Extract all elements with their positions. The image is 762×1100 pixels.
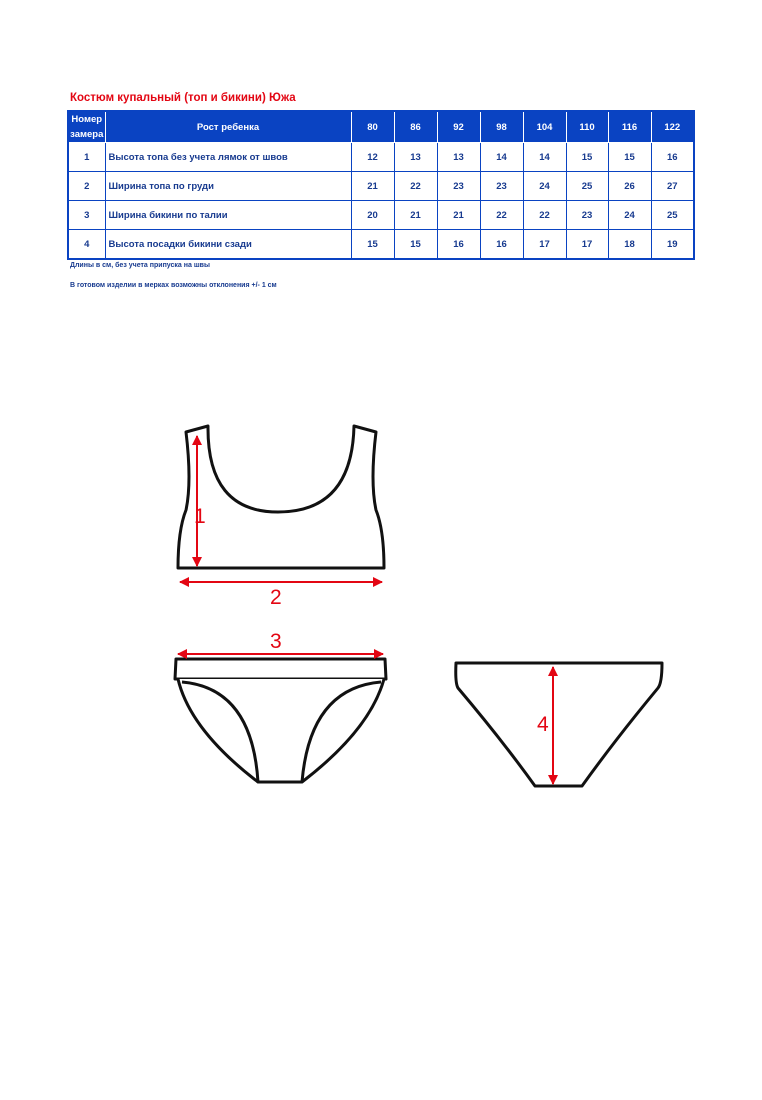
row-number: 1	[68, 143, 105, 172]
table-cell: 18	[608, 230, 651, 260]
table-cell: 23	[437, 172, 480, 201]
table-cell: 17	[566, 230, 608, 260]
table-cell: 14	[480, 143, 523, 172]
table-cell: 27	[651, 172, 694, 201]
table-cell: 26	[608, 172, 651, 201]
header-size: 86	[394, 111, 437, 143]
row-label: Ширина бикини по талии	[105, 201, 351, 230]
header-number: Номер замера	[68, 111, 105, 143]
note-lengths: Длины в см, без учета припуска на швы	[70, 262, 210, 269]
table-cell: 21	[351, 172, 394, 201]
table-cell: 21	[437, 201, 480, 230]
bikini-front-outline	[175, 659, 386, 782]
table-cell: 14	[523, 143, 566, 172]
table-cell: 12	[351, 143, 394, 172]
marker-1: 1	[194, 505, 206, 528]
table-cell: 16	[480, 230, 523, 260]
table-cell: 25	[566, 172, 608, 201]
header-size: 116	[608, 111, 651, 143]
marker-4: 4	[537, 713, 549, 736]
table-cell: 23	[480, 172, 523, 201]
header-size: 92	[437, 111, 480, 143]
table-cell: 13	[394, 143, 437, 172]
table-cell: 13	[437, 143, 480, 172]
table-cell: 15	[566, 143, 608, 172]
table-cell: 15	[608, 143, 651, 172]
row-number: 4	[68, 230, 105, 260]
row-label: Высота топа без учета лямок от швов	[105, 143, 351, 172]
table-cell: 20	[351, 201, 394, 230]
table-cell: 19	[651, 230, 694, 260]
bikini-back-outline	[456, 663, 662, 786]
table-cell: 24	[523, 172, 566, 201]
header-size: 80	[351, 111, 394, 143]
row-label: Ширина топа по груди	[105, 172, 351, 201]
row-number: 2	[68, 172, 105, 201]
table-cell: 23	[566, 201, 608, 230]
header-size: 110	[566, 111, 608, 143]
marker-2: 2	[270, 586, 282, 609]
table-cell: 25	[651, 201, 694, 230]
note-tolerance: В готовом изделии в мерках возможны отклонения +/- 1 см	[70, 282, 277, 289]
table-cell: 21	[394, 201, 437, 230]
page-title: Костюм купальный (топ и бикини) Южа	[70, 92, 296, 104]
table-cell: 16	[651, 143, 694, 172]
table-cell: 15	[394, 230, 437, 260]
top-garment-outline	[178, 426, 384, 568]
table-cell: 22	[523, 201, 566, 230]
header-size: 104	[523, 111, 566, 143]
row-label: Высота посадки бикини сзади	[105, 230, 351, 260]
header-label: Рост ребенка	[105, 111, 351, 143]
table-cell: 17	[523, 230, 566, 260]
table-cell: 15	[351, 230, 394, 260]
header-size: 122	[651, 111, 694, 143]
row-number: 3	[68, 201, 105, 230]
header-size: 98	[480, 111, 523, 143]
table-cell: 22	[394, 172, 437, 201]
table-cell: 16	[437, 230, 480, 260]
marker-3: 3	[270, 630, 282, 653]
table-cell: 22	[480, 201, 523, 230]
table-cell: 24	[608, 201, 651, 230]
